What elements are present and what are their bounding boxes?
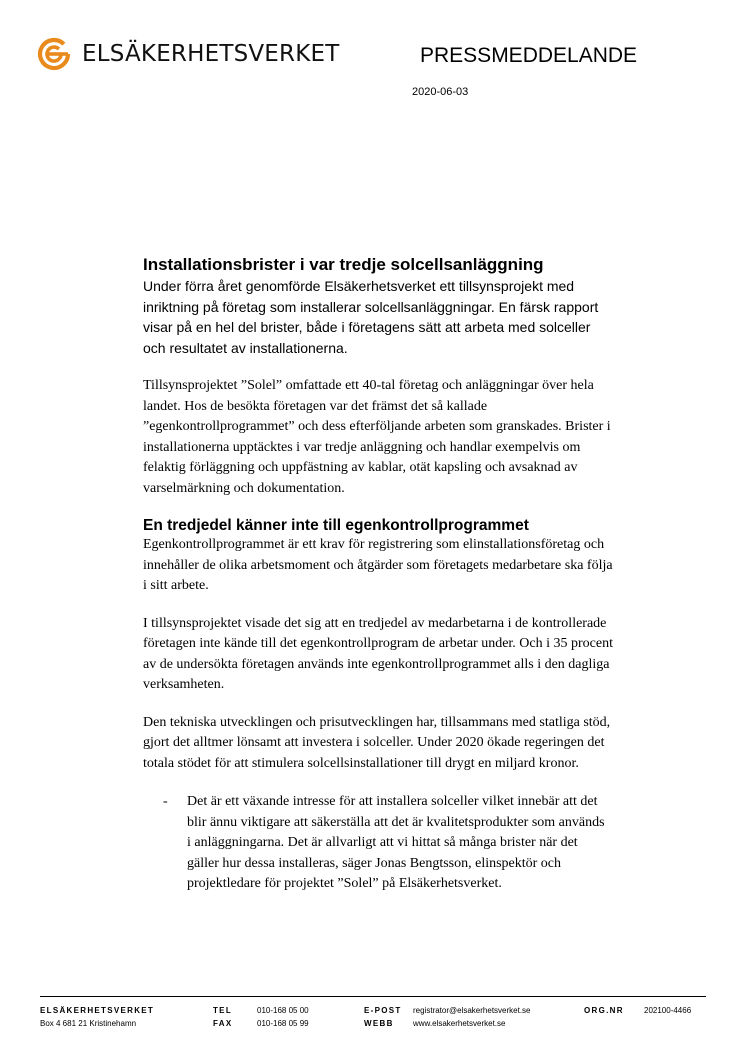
logo-text: ELSÄKERHETSVERKET [82,41,340,67]
footer-org [40,1004,154,1030]
footer-fax: 010-168 05 99 [257,1019,309,1028]
quote-text: Det är ett växande intresse för att installera solceller vilket innebär att det blir ännu viktigare att säkerställa att det är kvalitetsprodukter som används i anläggningarna. Det är allvarligt att vi hittat så många brister när det gäller hur dessa installeras, säger Jonas Bengtsson, elinspektör och projektledare för projektet ”Solel” på Elsäkerhetsverket. [187,794,605,891]
footer-orgnr-label-wrap [584,1004,624,1017]
footer-org-name: ELSÄKERHETSVERKET [40,1006,155,1015]
footer-orgnr: 202100-4466 [644,1006,692,1015]
logo [34,34,340,74]
footer-divider [40,996,706,997]
footer-web[interactable]: www.elsakerhetsverket.se [413,1019,506,1028]
article-headline: Installationsbrister i var tredje solcellsanläggning [143,255,544,274]
footer-email-label: E-POST [364,1006,402,1015]
footer-orgnr-label: ORG.NR [584,1006,624,1015]
quote-item [163,792,607,895]
footer-contact-labels [364,1004,402,1030]
publish-date: 2020-06-03 [412,86,469,98]
paragraph-2: Egenkontrollprogrammet är ett krav för registrering som elinstallationsföretag och innehåller de olika arbetsmoment och åtgärder som företagets medarbetare ska följa i sitt arbete. [143,537,613,593]
footer-tel: 010-168 05 00 [257,1006,309,1015]
footer-phone-values [257,1004,309,1030]
paragraph-4: Den tekniska utvecklingen och prisutvecklingen har, tillsammans med statliga stöd, gjort det alltmer lönsamt att investera i solceller. Under 2020 ökade regeringen det totala stödet för att stimulera solcellsinstallationer till drygt en miljard kronor. [143,714,611,771]
article-lead: Under förra året genomförde Elsäkerhetsverket ett tillsynsprojekt med inriktning på företag som installerar solcellsanläggningar. En färsk rapport visar på en hel del brister, både i företagens sätt att arbeta med solceller och resultatet av installationerna. [143,278,599,356]
paragraph-1: Tillsynsprojektet ”Solel” omfattade ett 40-tal företag och anläggningar över hela landet. Hos de besökta företagen var det främst det så kallade ”egenkontrollprogrammet” och dess efterföljande arbeten som granskades. Brister i installationerna upptäcktes i var tredje anläggning och handlar exempelvis om felaktig förläggning och uppfästning av kablar, otät kapsling och avsaknad av varselmärkning och dokumentation. [143,378,611,496]
footer-orgnr-wrap [644,1004,691,1017]
footer-contact-values [413,1004,531,1030]
paragraph-3: I tillsynsprojektet visade det sig att en tredjedel av medarbetarna i de kontrollerade företagen inte kände till det egenkontrollprogram de arbetar under. Och i 35 procent av de undersökta företagen används inte egenkontrollprogrammet alls i den dagliga verksamheten. [143,615,613,692]
footer-tel-label: TEL [213,1006,233,1015]
footer-address: Box 4 681 21 Kristinehamn [40,1019,137,1028]
footer-fax-label: FAX [213,1019,233,1028]
footer-phone-labels [213,1004,232,1030]
quote-dash: - [163,794,168,809]
footer-web-label: WEBB [364,1019,394,1028]
footer-email[interactable]: registrator@elsakerhetsverket.se [413,1006,531,1015]
article-body [143,254,613,895]
press-release-label: PRESSMEDDELANDE [420,44,638,67]
section-subheading: En tredjedel känner inte till egenkontrollprogrammet [143,517,529,534]
elsakerhetsverket-logo-icon [34,34,74,74]
